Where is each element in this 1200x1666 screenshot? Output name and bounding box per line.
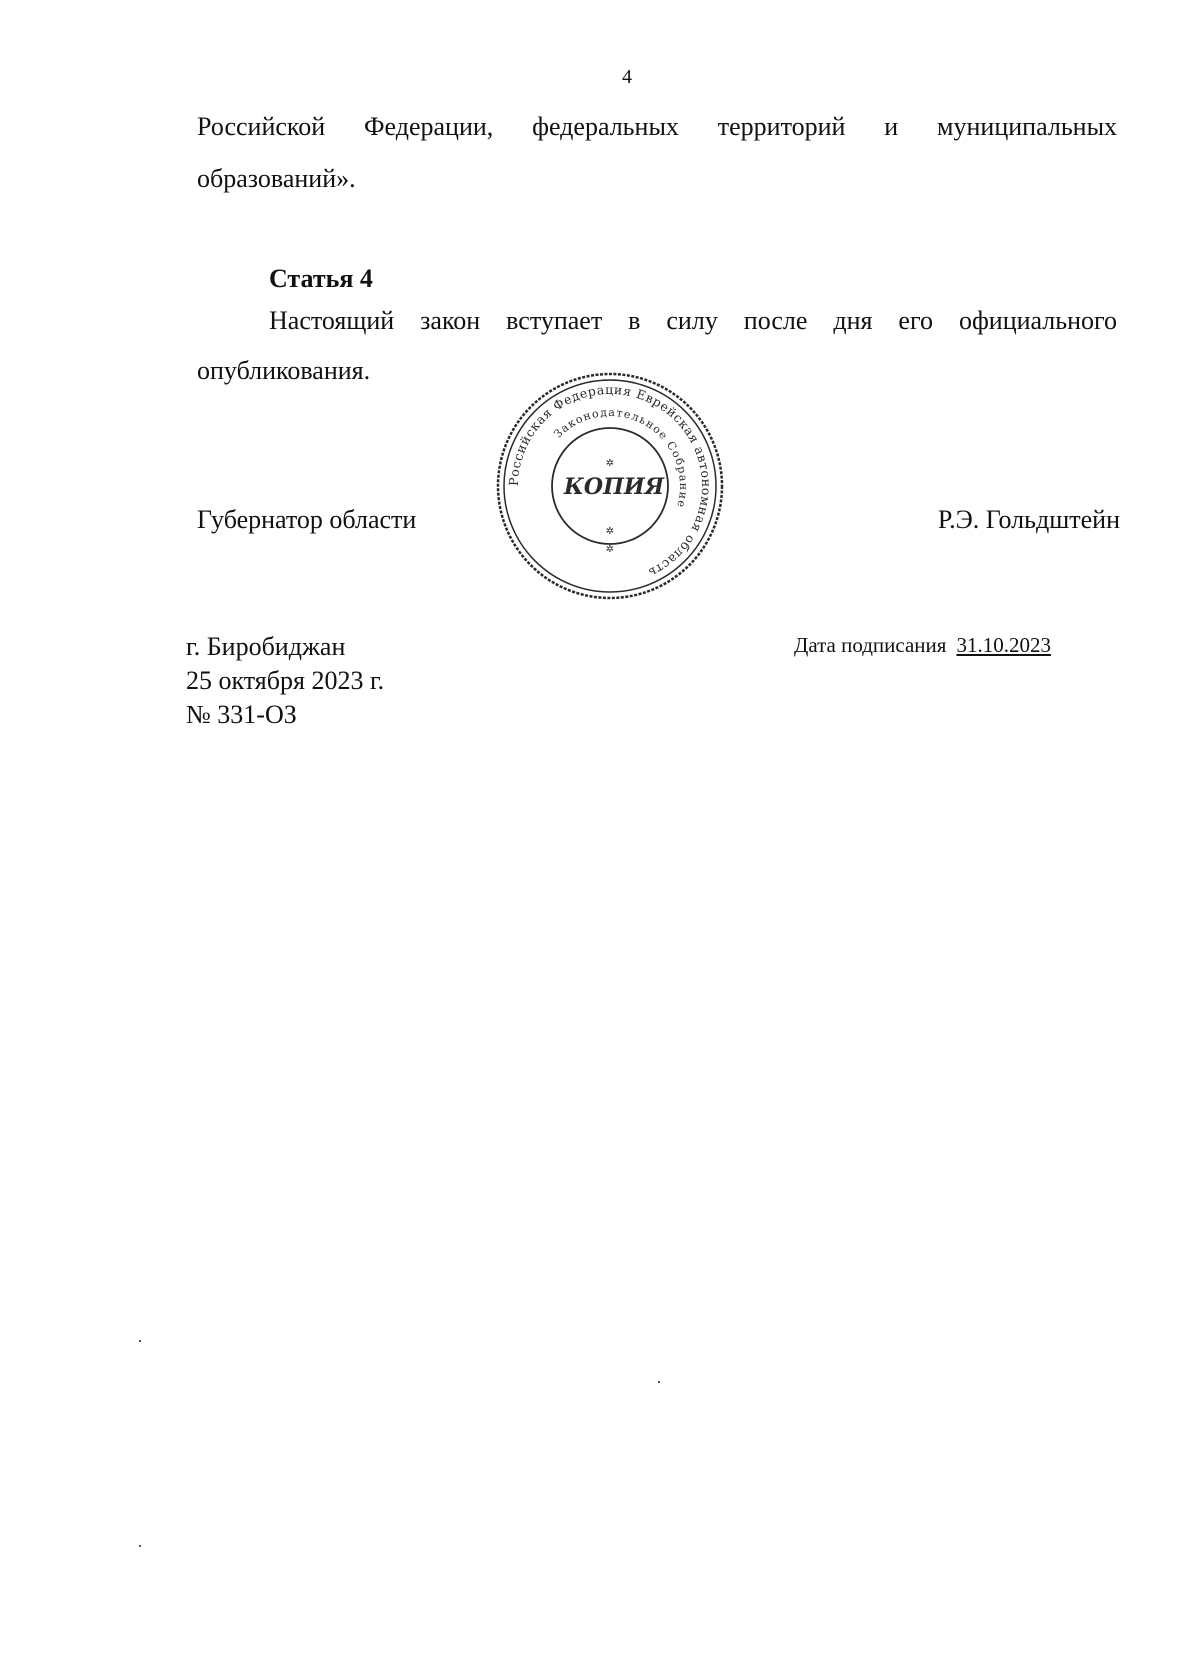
word: после bbox=[743, 306, 808, 335]
word: Российской bbox=[197, 112, 326, 141]
word: официального bbox=[958, 306, 1118, 335]
seal-star-top: ✲ bbox=[605, 458, 615, 469]
place-date: 25 октября 2023 г. bbox=[186, 666, 385, 695]
scan-speck bbox=[139, 1545, 141, 1547]
signatory-name: Р.Э. Гольдштейн bbox=[937, 505, 1120, 534]
place-city: г. Биробиджан bbox=[186, 632, 346, 661]
article-line-1 bbox=[269, 306, 1117, 336]
word: федеральных bbox=[532, 112, 679, 141]
law-number: № 331-ОЗ bbox=[186, 700, 297, 729]
word: Настоящий bbox=[269, 306, 395, 335]
signing-date bbox=[794, 633, 1051, 658]
official-seal bbox=[490, 366, 730, 606]
signatory-position: Губернатор области bbox=[197, 505, 417, 534]
word: дня bbox=[833, 306, 873, 335]
seal-outer-text: Российская Федерация Еврейская автономная область bbox=[505, 381, 715, 581]
seal-graphic bbox=[490, 366, 730, 606]
word: силу bbox=[666, 306, 718, 335]
word: и bbox=[884, 112, 899, 141]
word: его bbox=[898, 306, 933, 335]
word: территорий bbox=[717, 112, 846, 141]
page-number: 4 bbox=[622, 66, 632, 88]
scan-speck bbox=[139, 1340, 141, 1342]
signing-date-label: Дата подписания bbox=[794, 633, 947, 657]
continuation-line-1 bbox=[197, 112, 1117, 142]
seal-inner-text: Законодательное Собрание bbox=[551, 405, 691, 510]
word: Федерации, bbox=[363, 112, 494, 141]
word: в bbox=[628, 306, 641, 335]
seal-star-bottom-2: ✲ bbox=[605, 544, 615, 555]
continuation-line-2: образований». bbox=[197, 164, 356, 193]
word: вступает bbox=[506, 306, 603, 335]
word: муниципальных bbox=[937, 112, 1118, 141]
seal-star-bottom: ✲ bbox=[605, 526, 615, 537]
article-heading: Статья 4 bbox=[269, 264, 373, 293]
scan-speck bbox=[658, 1381, 660, 1383]
article-line-2: опубликования. bbox=[197, 356, 371, 385]
word: закон bbox=[420, 306, 481, 335]
seal-center-text: КОПИЯ bbox=[563, 474, 665, 500]
signing-date-value: 31.10.2023 bbox=[956, 633, 1051, 657]
